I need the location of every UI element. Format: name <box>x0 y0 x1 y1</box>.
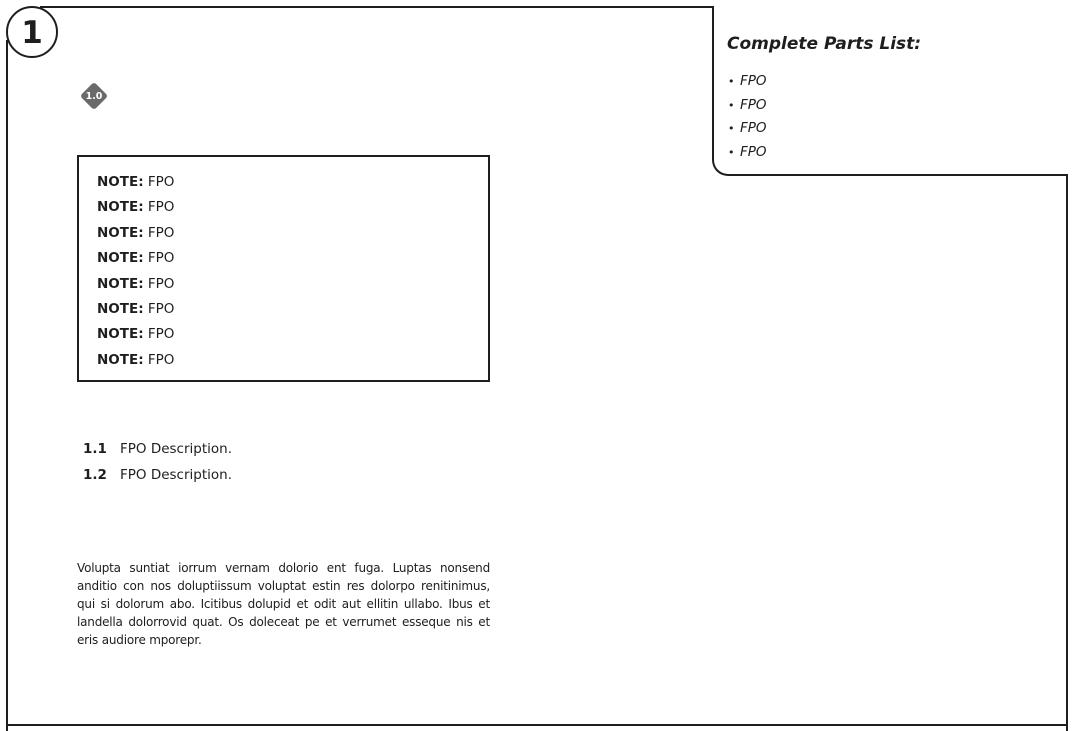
note-text: FPO <box>147 224 175 241</box>
note-item <box>97 322 174 347</box>
step-number: 1 <box>21 14 43 51</box>
parts-list-item-label: FPO <box>740 143 767 160</box>
parts-list-item <box>728 117 767 141</box>
sub-step-number: 1.2 <box>83 466 107 483</box>
parts-list-item-label: FPO <box>740 96 767 113</box>
parts-list-panel <box>712 6 1068 176</box>
sub-step-item <box>83 437 232 463</box>
note-item <box>97 297 174 322</box>
note-item <box>97 170 174 195</box>
parts-list <box>728 70 767 164</box>
note-label: NOTE: <box>97 250 144 267</box>
step-number-circle <box>6 6 58 58</box>
note-label: NOTE: <box>97 174 144 190</box>
parts-list-item <box>728 94 767 118</box>
notes-box <box>77 155 490 382</box>
bullet-icon: • <box>728 122 735 135</box>
step-badge-label: 1.0 <box>85 90 103 102</box>
sub-steps-list <box>83 437 232 488</box>
note-label: NOTE: <box>97 326 144 343</box>
bullet-icon: • <box>728 75 735 88</box>
note-text: FPO <box>147 326 175 343</box>
notes-list <box>97 170 174 373</box>
note-text: FPO <box>147 275 175 292</box>
bullet-icon: • <box>728 145 735 159</box>
note-text: FPO <box>147 199 175 216</box>
note-label: NOTE: <box>97 275 144 292</box>
step-badge <box>78 80 110 112</box>
sub-step-text: FPO Description. <box>120 466 233 483</box>
note-text: FPO <box>147 250 175 267</box>
parts-list-title: Complete Parts List: <box>727 34 922 54</box>
note-item <box>97 348 174 373</box>
parts-list-item-label: FPO <box>740 73 767 89</box>
note-label: NOTE: <box>97 351 144 368</box>
page-frame-top <box>40 6 714 8</box>
note-label: NOTE: <box>97 199 144 216</box>
page-frame-bottom <box>6 724 1068 726</box>
parts-list-item <box>728 141 767 165</box>
note-text: FPO <box>147 351 175 368</box>
body-paragraph: Volupta suntiat iorrum vernam dolorio ent fuga. Luptas nonsend anditio con nos doluptiissum voluptat estin res dolorpo renitinimus, qui si dolorum abo. Icitibus dolupid et odit aut ellitin ullabo. Ibus et landella dolorrovid quat. Os doleceat pe et verrumet esseque nis et eris audiore mporepr. <box>77 561 490 647</box>
page-frame-left <box>6 40 8 731</box>
sub-step-number: 1.1 <box>83 441 107 457</box>
note-label: NOTE: <box>97 300 144 317</box>
note-label: NOTE: <box>97 224 144 241</box>
note-item <box>97 221 174 246</box>
bullet-icon: • <box>728 98 735 112</box>
note-text: FPO <box>147 174 175 190</box>
parts-list-item <box>728 70 767 94</box>
sub-step-text: FPO Description. <box>120 441 233 457</box>
sub-step-item <box>83 463 232 489</box>
note-item <box>97 272 174 297</box>
note-item <box>97 195 174 220</box>
note-text: FPO <box>147 300 175 317</box>
parts-list-item-label: FPO <box>740 120 767 136</box>
note-item <box>97 246 174 271</box>
